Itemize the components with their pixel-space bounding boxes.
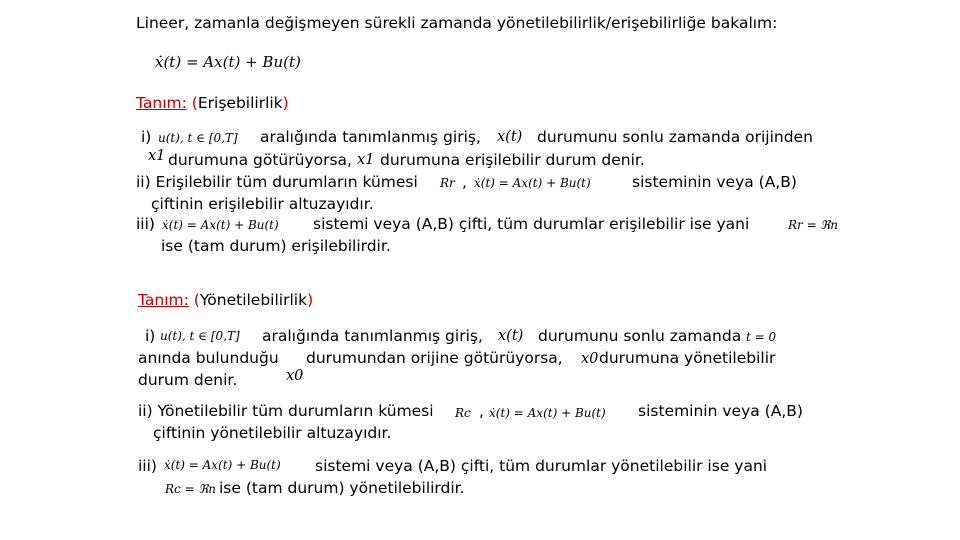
reachable-set-math: Rr bbox=[440, 176, 455, 190]
item-i-text-1: aralığında tanımlanmış giriş, bbox=[262, 327, 483, 345]
state-x1-math-2: x1 bbox=[357, 152, 375, 168]
item-i-text-2: durumunu sonlu zamanda bbox=[538, 327, 742, 345]
system-equation-math: ẋ(t) = Ax(t) + Bu(t) bbox=[474, 176, 591, 190]
item-iii-text-2: ise (tam durum) yönetilebilirdir. bbox=[219, 479, 465, 497]
item-iii-text-1: sistemi veya (A,B) çifti, tüm durumlar yönetilebilir ise yani bbox=[315, 457, 768, 475]
item-i-text-4: durumundan orijine götürüyorsa, bbox=[306, 349, 563, 367]
system-equation-math-2: ẋ(t) = Ax(t) + Bu(t) bbox=[164, 458, 281, 472]
comma: , bbox=[479, 402, 484, 420]
item-i-text-1: aralığında tanımlanmış giriş, bbox=[260, 128, 481, 146]
item-i-text-2: durumunu sonlu zamanda orijinden bbox=[537, 128, 813, 146]
item-i-label: i) bbox=[141, 128, 152, 146]
intro-text: Lineer, zamanla değişmeyen sürekli zamanda yönetilebilirlik/erişebilirliğe bakalım: bbox=[136, 14, 778, 32]
item-ii-text-3: çiftinin erişilebilir altuzayıdır. bbox=[151, 195, 374, 213]
item-ii-text-2: sisteminin veya (A,B) bbox=[638, 402, 803, 420]
item-i-text-3: durumuna götürüyorsa, bbox=[168, 151, 352, 169]
item-iii-label: iii) bbox=[136, 215, 155, 233]
input-domain-math: u(t), t ∈ [0,T] bbox=[158, 131, 238, 145]
definition-label: Tanım: bbox=[138, 291, 189, 309]
item-i-text-3: anında bulunduğu bbox=[138, 349, 279, 367]
time-zero-math: t = 0 bbox=[746, 330, 777, 344]
item-i-text-6: durum denir. bbox=[138, 371, 238, 389]
state-x-math: x(t) bbox=[498, 328, 524, 344]
paren-close: ) bbox=[282, 94, 289, 112]
system-equation-math-2: ẋ(t) = Ax(t) + Bu(t) bbox=[162, 218, 279, 232]
paren-open: ( bbox=[191, 94, 198, 112]
definition-title: Yönetilebilirlik bbox=[199, 291, 308, 309]
state-x-math: x(t) bbox=[497, 129, 523, 145]
state-equation: ẋ(t) = Ax(t) + Bu(t) bbox=[155, 53, 301, 71]
item-i-label: i) bbox=[145, 327, 156, 345]
definition-heading-controllability bbox=[138, 290, 313, 310]
definition-title: Erişebilirlik bbox=[197, 94, 283, 112]
input-domain-math: u(t), t ∈ [0,T] bbox=[160, 329, 240, 343]
item-i-text-4: durumuna erişilebilir durum denir. bbox=[380, 151, 645, 169]
item-ii-text-3: çiftinin yönetilebilir altuzayıdır. bbox=[153, 424, 392, 442]
comma: , bbox=[462, 173, 467, 191]
paren-open: ( bbox=[193, 291, 200, 309]
system-equation-math: ẋ(t) = Ax(t) + Bu(t) bbox=[489, 406, 606, 420]
item-ii-text-1: ii) Erişilebilir tüm durumların kümesi bbox=[136, 173, 418, 191]
controllable-set-math: Rc bbox=[455, 406, 471, 420]
full-controllability-math: Rc = ℜn bbox=[165, 482, 216, 496]
item-ii-text-1: ii) Yönetilebilir tüm durumların kümesi bbox=[138, 402, 434, 420]
item-i-text-5: durumuna yönetilebilir bbox=[599, 349, 776, 367]
state-x0-math: x0 bbox=[581, 351, 599, 367]
definition-label: Tanım: bbox=[136, 94, 187, 112]
item-iii-text-1: sistemi veya (A,B) çifti, tüm durumlar erişilebilir ise yani bbox=[313, 215, 750, 233]
state-x1-math: x1 bbox=[148, 148, 166, 164]
state-x0-math-2: x0 bbox=[286, 368, 304, 384]
paren-close: ) bbox=[307, 291, 314, 309]
item-iii-text-2: ise (tam durum) erişilebilirdir. bbox=[161, 237, 391, 255]
definition-heading-reachability bbox=[136, 93, 289, 113]
full-reachability-math: Rr = ℜn bbox=[788, 218, 838, 232]
item-iii-label: iii) bbox=[138, 457, 157, 475]
item-ii-text-2: sisteminin veya (A,B) bbox=[632, 173, 797, 191]
